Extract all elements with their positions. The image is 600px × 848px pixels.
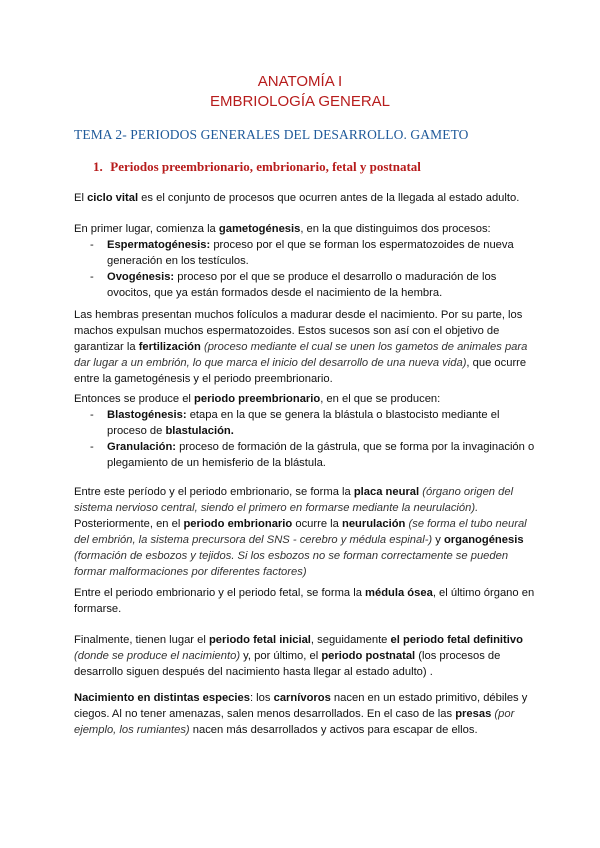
term-periodo-preembrionario: periodo preembrionario [194,393,321,405]
text: : los [249,692,274,704]
term-blastulacion: blastulación. [165,425,234,437]
list-dash: - [90,441,94,453]
text: (los procesos de desarrollo siguen después del nacimiento hasta llegar al estado adulto) . [74,650,501,678]
text: En primer lugar, comienza la [74,223,219,235]
term-nacimiento: Nacimiento en distintas especies [74,692,250,704]
title-line-2: EMBRIOLOGÍA GENERAL [209,93,391,110]
term-neurulacion: neurulación [341,518,406,530]
section-heading [93,159,421,175]
term-granulacion: Granulación: [107,441,176,453]
list-dash: - [90,409,94,421]
paragraph-nacimiento [74,690,536,738]
term-presas: presas [455,708,492,720]
italic-note: (donde se produce el nacimiento) [74,650,241,662]
list-item [74,237,536,269]
text: Entonces se produce el [74,393,195,405]
text: Entre este período y el periodo embrionario, se forma la [74,486,354,498]
text: , seguidamente [310,634,391,646]
term-carnivoros: carnívoros [273,692,331,704]
text: ocurre la [292,518,342,530]
text: , el último órgano en formarse. [74,587,535,615]
title-line-1: ANATOMÍA I [257,73,343,90]
term-periodo-postnatal: periodo postnatal [321,650,416,662]
list-item [74,439,536,471]
italic-note: (proceso mediante el cual se unen los gametos de animales para dar lugar a un embrión, lo que marca el inicio del desarrollo de una nueva vida) [74,341,528,369]
tema-heading: TEMA 2- PERIODOS GENERALES DEL DESARROLLO. GAMETO [74,127,469,142]
italic-note: (se forma el tubo neural del embrión, la sistema precursora del SNS - cerebro y médula espinal-) [74,518,527,546]
text: y [432,534,444,546]
text: , en la que distinguimos dos procesos: [300,223,491,235]
term-blastogenesis: Blastogénesis: [107,409,187,421]
text: Las hembras presentan muchos folículos a madurar desde el nacimiento. Por su parte, los machos expulsan muchos espermatozoides. Estos sucesos son así con el objetivo de garantizar la [74,309,523,353]
term-placa-neural: placa neural [353,486,420,498]
text: nacen en un estado primitivo, débiles y ciegos. Al no tener amenazas, salen menos desarrollados. En el caso de las [74,692,528,720]
term-organogenesis: organogénesis [443,534,524,546]
paragraph-gametogenesis [74,221,536,301]
term-ovogenesis: Ovogénesis: [107,271,175,283]
paragraph-preembrionario [74,391,536,471]
text: etapa en la que se genera la blástula o blastocisto mediante el proceso de [107,409,500,437]
italic-note: (por ejemplo, los rumiantes) [74,708,515,736]
list-dash: - [90,271,94,283]
term-periodo-fetal-definitivo: el periodo fetal definitivo [390,634,523,646]
text: Posteriormente, en el [74,518,184,530]
text: proceso por el que se produce el desarrollo o maduración de los ovocitos, que ya están formados desde el nacimiento de la hembra. [107,271,497,299]
text: Entre el periodo embrionario y el periodo fetal, se forma la [74,587,366,599]
paragraph-fertilizacion [74,307,536,387]
text: proceso por el que se forman los espermatozoides de nueva generación en los testículos. [107,239,514,267]
italic-note: (órgano origen del sistema nervioso central, siendo el primero en formarse mediante la neurulación). [74,486,514,514]
italic-note: (formación de esbozos y tejidos. Si los esbozos no se forman correctamente se pueden formar malformaciones por diferentes factores) [74,550,509,578]
text: nacen más desarrollados y activos para escapar de ellos. [189,724,478,736]
term-fertilizacion: fertilización [138,341,201,353]
text: El [74,192,88,204]
list-item [74,407,536,439]
section-number: 1. [93,159,103,174]
paragraph-periodo-fetal [74,632,536,680]
term-espermatogenesis: Espermatogénesis: [107,239,211,251]
text: es el conjunto de procesos que ocurren antes de la llegada al estado adulto. [138,192,520,204]
paragraph-ciclo-vital [74,190,536,206]
text: , que ocurre entre la gametogénesis y el periodo preembrionario. [74,357,527,385]
paragraph-embrionario [74,484,536,580]
term-ciclo-vital: ciclo vital [87,192,139,204]
term-medula-osea: médula ósea [365,587,433,599]
text: Finalmente, tienen lugar el [74,634,209,646]
text: , en el que se producen: [320,393,441,405]
section-title: Periodos preembrionario, embrionario, fetal y postnatal [110,159,421,174]
list-dash: - [90,239,94,251]
term-periodo-fetal-inicial: periodo fetal inicial [208,634,311,646]
term-gametogenesis: gametogénesis [218,223,301,235]
text: proceso de formación de la gástrula, que se forma por la invaginación o plegamiento de un hemisferio de la blástula. [107,441,535,469]
paragraph-medula-osea [74,585,536,617]
list-item [74,269,536,301]
text: y, por último, el [240,650,322,662]
term-periodo-embrionario: periodo embrionario [183,518,293,530]
